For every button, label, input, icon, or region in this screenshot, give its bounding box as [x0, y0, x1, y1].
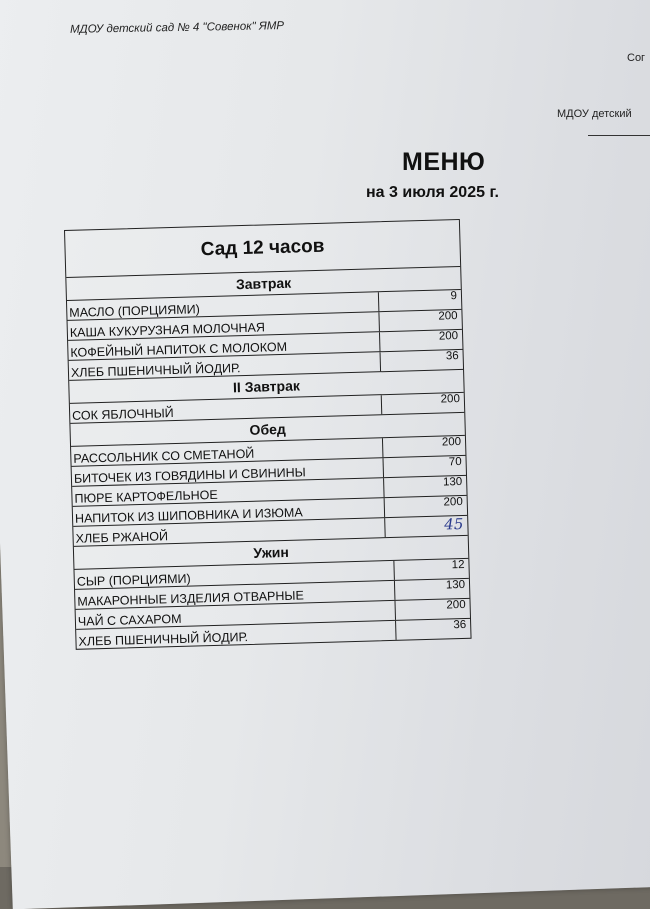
- dish-name: КАША КУКУРУЗНАЯ МОЛОЧНАЯ: [68, 312, 380, 340]
- dish-name: НАПИТОК ИЗ ШИПОВНИКА И ИЗЮМА: [73, 498, 385, 526]
- section-title-breakfast: Завтрак: [66, 267, 460, 301]
- dish-name: ПЮРЕ КАРТОФЕЛЬНОЕ: [72, 478, 384, 506]
- table-heading: Сад 12 часов: [65, 220, 460, 278]
- section-title-lunch: Обед: [70, 413, 464, 447]
- dish-name: СОК ЯБЛОЧНЫЙ: [70, 395, 382, 423]
- dish-quantity: 9: [450, 290, 458, 303]
- dish-name: БИТОЧЕК ИЗ ГОВЯДИНЫ И СВИНИНЫ: [72, 458, 384, 486]
- dish-quantity-handwritten: 45: [444, 514, 464, 534]
- page-title: МЕНЮ: [402, 148, 486, 176]
- menu-table: [64, 219, 472, 650]
- dish-quantity: 70: [448, 455, 462, 469]
- dish-name: МАСЛО (ПОРЦИЯМИ): [67, 292, 379, 320]
- dish-name: ХЛЕБ РЖАНОЙ: [73, 518, 385, 546]
- section-title-dinner: Ужин: [74, 536, 468, 570]
- organization-header: МДОУ детский сад № 4 "Совенок" ЯМР: [69, 20, 285, 36]
- approval-label: Сог: [627, 52, 646, 64]
- dish-quantity: 36: [445, 350, 459, 363]
- dish-name: СЫР (ПОРЦИЯМИ): [74, 561, 394, 589]
- approval-organization: МДОУ детский: [557, 108, 632, 120]
- menu-date: на 3 июля 2025 г.: [366, 184, 499, 201]
- dish-quantity: 200: [446, 598, 466, 612]
- dish-quantity: 200: [440, 393, 461, 406]
- dish-name: РАССОЛЬНИК СО СМЕТАНОЙ: [71, 438, 383, 466]
- dish-quantity: 200: [443, 495, 463, 509]
- dish-quantity: 200: [438, 330, 459, 343]
- signature-line: [588, 135, 650, 136]
- dish-name: МАКАРОННЫЕ ИЗДЕЛИЯ ОТВАРНЫЕ: [75, 581, 395, 609]
- dish-quantity: 130: [445, 578, 466, 592]
- dish-quantity: 36: [453, 618, 467, 632]
- dish-quantity: 130: [442, 475, 463, 489]
- dish-name: ЧАЙ С САХАРОМ: [76, 601, 396, 629]
- dish-name: КОФЕЙНЫЙ НАПИТОК С МОЛОКОМ: [68, 332, 380, 360]
- dish-quantity: 200: [441, 435, 462, 449]
- dish-name: ХЛЕБ ПШЕНИЧНЫЙ ЙОДИР.: [69, 352, 381, 380]
- dish-name: ХЛЕБ ПШЕНИЧНЫЙ ЙОДИР.: [76, 621, 396, 649]
- section-title-second-breakfast: II Завтрак: [69, 370, 463, 404]
- dish-quantity: 12: [451, 558, 465, 572]
- dish-quantity: 200: [438, 310, 458, 323]
